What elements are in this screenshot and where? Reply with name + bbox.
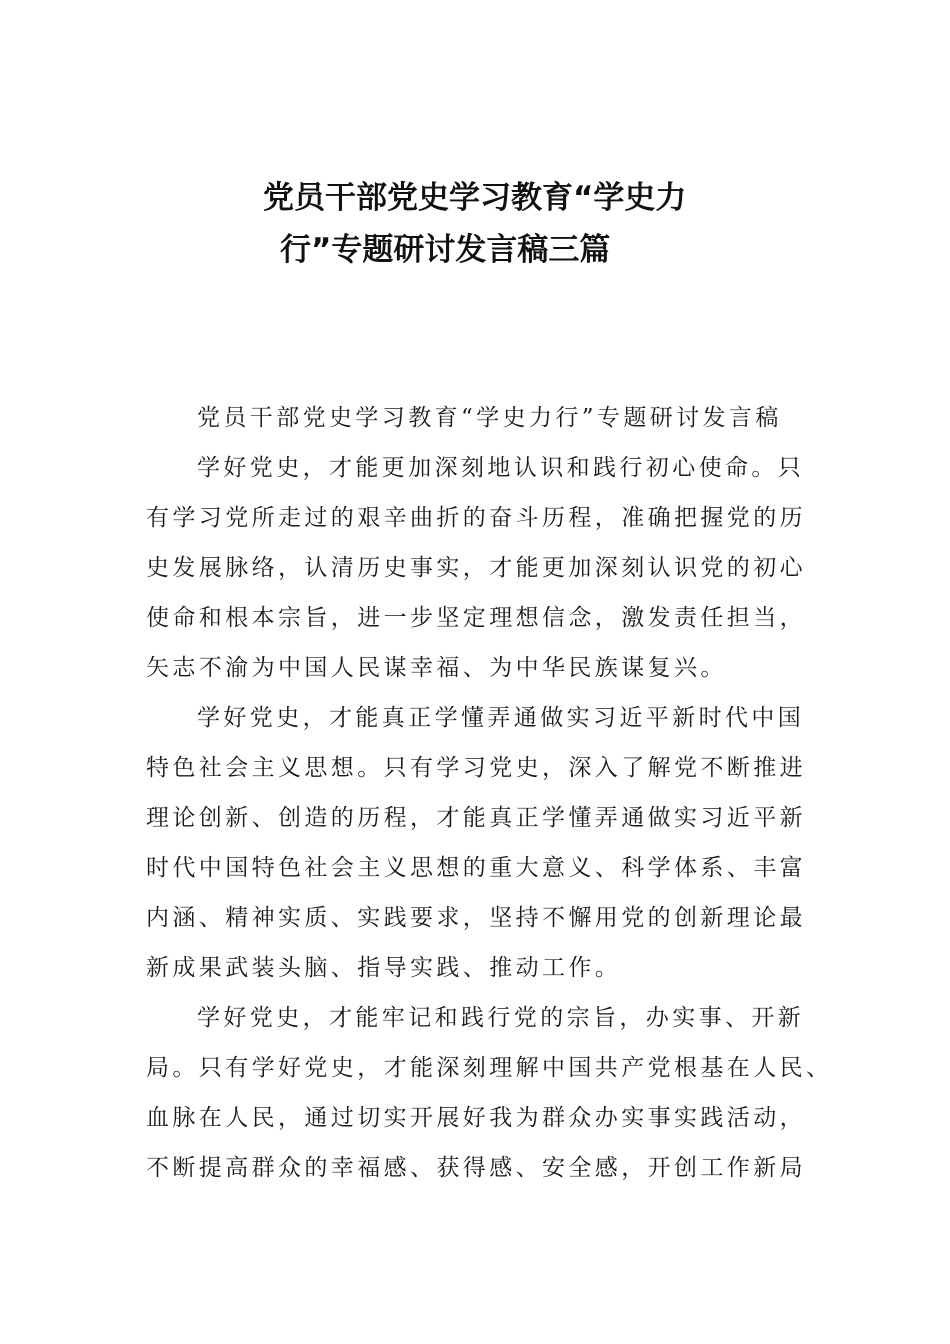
- document-title-line-1: 党员干部党史学习教育“学史力: [263, 180, 687, 216]
- body-line: 学好党史，才能真正学懂弄通做实习近平新时代中国: [197, 705, 805, 731]
- body-line: 新成果武装头脑、指导实践、推动工作。: [146, 955, 622, 981]
- body-line: 有学习党所走过的艰辛曲折的奋斗历程，准确把握党的历: [146, 505, 806, 531]
- document-title-line-2: 行”专题研讨发言稿三篇: [280, 232, 611, 268]
- body-line: 理论创新、创造的历程，才能真正学懂弄通做实习近平新: [146, 805, 806, 831]
- body-line: 学好党史，才能牢记和践行党的宗旨，办实事、开新: [197, 1005, 805, 1031]
- body-line: 局。只有学好党史，才能深刻理解中国共产党根基在人民、: [146, 1055, 833, 1081]
- body-line: 不断提高群众的幸福感、获得感、安全感，开创工作新局: [146, 1155, 806, 1181]
- body-line: 矢志不渝为中国人民谋幸福、为中华民族谋复兴。: [146, 655, 727, 681]
- body-line: 特色社会主义思想。只有学习党史，深入了解党不断推进: [146, 755, 806, 781]
- body-line: 党员干部党史学习教育“学史力行”专题研讨发言稿: [197, 405, 782, 431]
- body-line: 内涵、精神实质、实践要求，坚持不懈用党的创新理论最: [146, 905, 806, 931]
- body-line: 时代中国特色社会主义思想的重大意义、科学体系、丰富: [146, 855, 806, 881]
- body-line: 血脉在人民，通过切实开展好我为群众办实事实践活动，: [146, 1105, 806, 1131]
- body-line: 学好党史，才能更加深刻地认识和践行初心使命。只: [197, 455, 805, 481]
- body-line: 史发展脉络，认清历史事实，才能更加深刻认识党的初心: [146, 555, 806, 581]
- body-line: 使命和根本宗旨，进一步坚定理想信念，激发责任担当，: [146, 605, 806, 631]
